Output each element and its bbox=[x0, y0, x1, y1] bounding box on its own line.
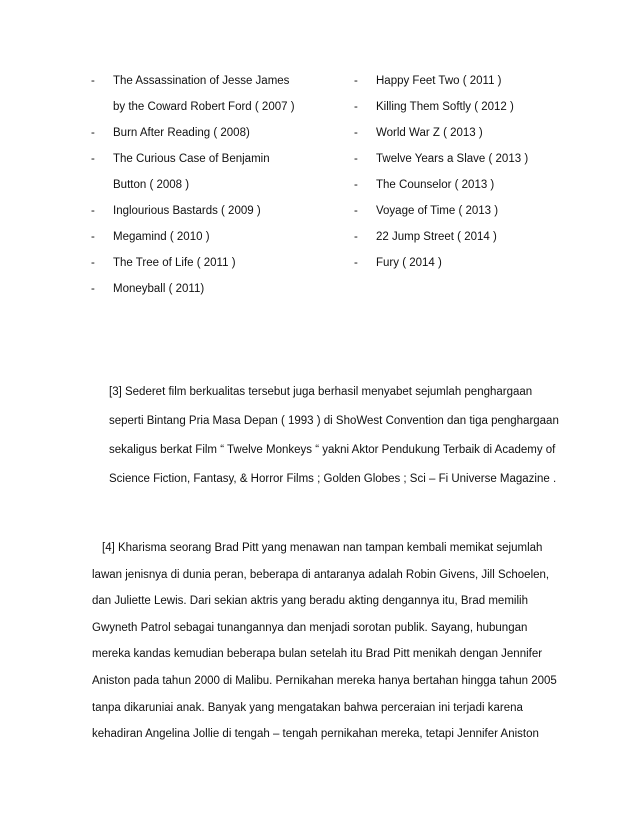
list-bullet: - bbox=[91, 153, 95, 165]
paragraph-line: sekaligus berkat Film “ Twelve Monkeys “ yakni Aktor Pendukung Terbaik di Academy of bbox=[109, 444, 556, 456]
film-title: 22 Jump Street ( 2014 ) bbox=[376, 231, 497, 243]
film-title: The Assassination of Jesse James bbox=[113, 75, 290, 87]
film-list-right-column bbox=[354, 68, 604, 276]
film-title: Moneyball ( 2011) bbox=[113, 283, 205, 295]
film-title: The Curious Case of Benjamin bbox=[113, 153, 270, 165]
film-title: Killing Them Softly ( 2012 ) bbox=[376, 101, 514, 113]
film-item-voyage-of-time bbox=[354, 198, 604, 224]
list-bullet: - bbox=[91, 205, 95, 217]
film-item-22-jump-street bbox=[354, 224, 604, 250]
paragraph-line: mereka kandas kemudian beberapa bulan setelah itu Brad Pitt menikah dengan Jennifer bbox=[92, 648, 543, 661]
paragraph-line: Gwyneth Patrol sebagai tunangannya dan menjadi sorotan publik. Sayang, hubungan bbox=[92, 621, 528, 634]
film-title: Fury ( 2014 ) bbox=[376, 257, 442, 269]
film-item-assassination-jesse-james bbox=[91, 68, 341, 94]
paragraph-line: seperti Bintang Pria Masa Depan ( 1993 ) di ShoWest Convention dan tiga penghargaan bbox=[109, 415, 559, 427]
film-title: by the Coward Robert Ford ( 2007 ) bbox=[113, 101, 295, 113]
list-bullet: - bbox=[354, 75, 358, 87]
film-item-twelve-years-a-slave bbox=[354, 146, 604, 172]
list-bullet: - bbox=[354, 231, 358, 243]
paragraph-line: Aniston pada tahun 2000 di Malibu. Pernikahan mereka hanya bertahan hingga tahun 2005 bbox=[92, 674, 557, 687]
paragraph-line: [4] Kharisma seorang Brad Pitt yang menawan nan tampan kembali memikat sejumlah bbox=[102, 542, 543, 554]
paragraph-3-awards bbox=[109, 378, 589, 494]
paragraph-line: dan Juliette Lewis. Dari sekian aktris yang beradu akting dengannya itu, Brad memilih bbox=[92, 595, 528, 608]
paragraph-line: Science Fiction, Fantasy, & Horror Films ; Golden Globes ; Sci – Fi Universe Magazine . bbox=[109, 473, 557, 485]
paragraph-line: [3] Sederet film berkualitas tersebut juga berhasil menyabet sejumlah penghargaan bbox=[109, 386, 533, 398]
list-bullet: - bbox=[354, 153, 358, 165]
film-title: Megamind ( 2010 ) bbox=[113, 231, 210, 243]
film-item-killing-them-softly bbox=[354, 94, 604, 120]
film-item-benjamin-button bbox=[91, 146, 341, 172]
film-title: The Tree of Life ( 2011 ) bbox=[113, 257, 236, 269]
film-item-moneyball bbox=[91, 276, 341, 302]
list-bullet: - bbox=[91, 257, 95, 269]
list-bullet: - bbox=[354, 179, 358, 191]
film-item-world-war-z bbox=[354, 120, 604, 146]
film-item-inglourious-bastards bbox=[91, 198, 341, 224]
list-bullet: - bbox=[354, 257, 358, 269]
film-item-fury bbox=[354, 250, 604, 276]
paragraph-line: tanpa dikaruniai anak. Banyak yang mengatakan bahwa perceraian ini terjadi karena bbox=[92, 701, 523, 714]
film-title: Voyage of Time ( 2013 ) bbox=[376, 205, 499, 217]
film-item-assassination-jesse-james-continued bbox=[91, 94, 341, 120]
list-bullet: - bbox=[354, 101, 358, 113]
film-title: World War Z ( 2013 ) bbox=[376, 127, 483, 139]
list-bullet: - bbox=[91, 75, 95, 87]
film-item-happy-feet-two bbox=[354, 68, 604, 94]
film-title: Burn After Reading ( 2008) bbox=[113, 127, 250, 139]
list-bullet: - bbox=[91, 283, 95, 295]
list-bullet: - bbox=[91, 127, 95, 139]
list-bullet: - bbox=[354, 205, 358, 217]
film-title: Button ( 2008 ) bbox=[113, 179, 190, 191]
film-item-tree-of-life bbox=[91, 250, 341, 276]
film-item-benjamin-button-continued bbox=[91, 172, 341, 198]
paragraph-line: kehadiran Angelina Jollie di tengah – tengah pernikahan mereka, tetapi Jennifer Aniston bbox=[92, 728, 539, 741]
list-bullet: - bbox=[354, 127, 358, 139]
paragraph-line: lawan jenisnya di dunia peran, beberapa di antaranya adalah Robin Givens, Jill Schoelen, bbox=[92, 568, 550, 581]
film-title: Inglourious Bastards ( 2009 ) bbox=[113, 205, 261, 217]
film-title: Twelve Years a Slave ( 2013 ) bbox=[376, 153, 529, 165]
film-item-the-counselor bbox=[354, 172, 604, 198]
film-title: The Counselor ( 2013 ) bbox=[376, 179, 495, 191]
list-bullet: - bbox=[91, 231, 95, 243]
film-item-megamind bbox=[91, 224, 341, 250]
film-item-burn-after-reading bbox=[91, 120, 341, 146]
film-title: Happy Feet Two ( 2011 ) bbox=[376, 75, 502, 87]
film-list-left-column bbox=[91, 68, 341, 302]
paragraph-4-relationships bbox=[92, 535, 592, 748]
